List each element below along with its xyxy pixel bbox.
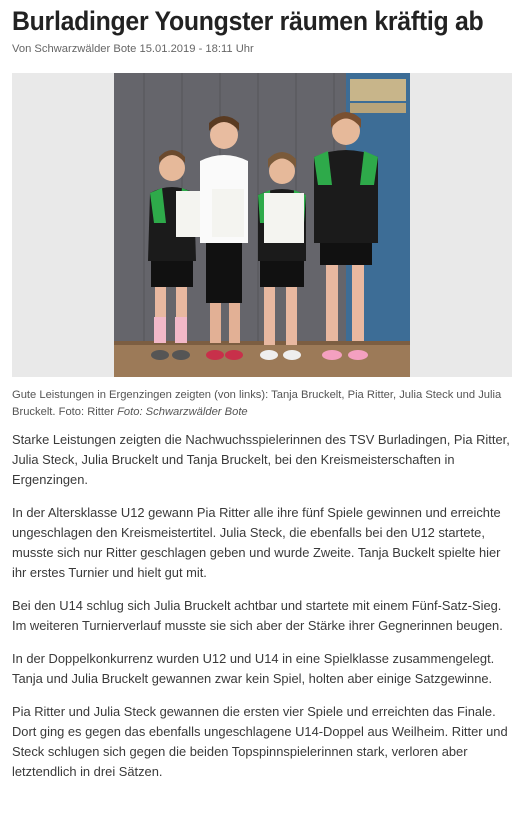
article-byline: Von Schwarzwälder Bote 15.01.2019 - 18:11 Uhr xyxy=(12,43,254,55)
article-title: Burladinger Youngster räumen kräftig ab xyxy=(12,6,484,36)
caption-text: Gute Leistungen in Ergenzingen zeigten (von links): Tanja Bruckelt, Pia Ritter, Julia Steck und Julia Bruckelt. Foto: Ritter xyxy=(12,389,502,418)
paragraph: Bei den U14 schlug sich Julia Bruckelt achtbar und startete mit einem Fünf-Satz-Sieg. Im weiteren Turnierverlauf musste sie sich aber der Stärke ihrer Gegnerinnen beugen. xyxy=(12,598,503,633)
paragraph: Starke Leistungen zeigten die Nachwuchsspielerinnen des TSV Burladingen, Pia Ritter, Julia Steck, Julia Bruckelt und Tanja Bruckelt, bei den Kreismeisterschaften in Ergenzingen. xyxy=(12,432,510,487)
article-body xyxy=(12,430,512,795)
paragraph: In der Doppelkonkurrenz wurden U12 und U14 in eine Spielklasse zusammengelegt. Tanja und Julia Bruckelt gewannen zwar kein Spiel, holten aber einige Satzgewinne. xyxy=(12,651,495,686)
article-photo[interactable] xyxy=(114,73,410,377)
article-figure xyxy=(12,73,512,377)
paragraph: Pia Ritter und Julia Steck gewannen die ersten vier Spiele und erreichten das Finale. Dort ging es gegen das ebenfalls ungeschlagene U14-Doppel aus Weilheim. Ritter und Steck schlugen sich gegen die beiden Topspinnspielerinnen stark, verloren aber letztendlich in drei Sätzen. xyxy=(12,704,508,779)
photo-caption xyxy=(12,387,512,421)
caption-credit: Foto: Schwarzwälder Bote xyxy=(117,406,248,418)
paragraph: In der Altersklasse U12 gewann Pia Ritter alle ihre fünf Spiele gewinnen und erreichte ungeschlagen den Kreismeistertitel. Julia Steck, die ebenfalls bei den U12 startete, musste sich nur Ritter geschlagen geben und wurde Zweite. Tanja Buckelt spielte hier ihr erstes Turnier und hielt gut mit. xyxy=(12,505,501,580)
